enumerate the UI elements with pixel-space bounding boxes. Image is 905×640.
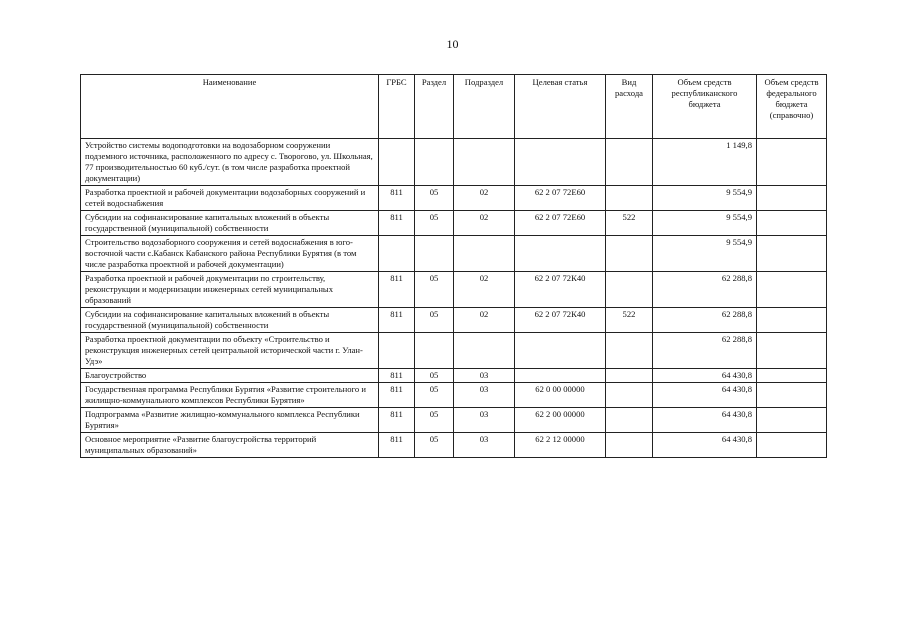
row-section [415,139,454,186]
row-section [415,236,454,272]
row-expense-type [606,236,653,272]
row-expense-type: 522 [606,211,653,236]
row-grbs [379,333,415,369]
row-section [415,333,454,369]
row-name: Строительство водозаборного сооружения и сетей водоснабжения в юго-восточной части с.Кабанск Кабанского района Республики Бурятия (в том числе разработка проектной и рабочей документации) [81,236,379,272]
row-grbs: 811 [379,433,415,458]
row-section: 05 [415,272,454,308]
row-federal-amount [757,408,827,433]
row-republic-amount: 64 430,8 [653,408,757,433]
table-row [81,308,827,333]
row-name: Благоустройство [81,369,379,383]
row-expense-type [606,408,653,433]
row-republic-amount: 64 430,8 [653,433,757,458]
row-subsection: 03 [454,408,515,433]
header-expense-type: Вид расхода [606,75,653,139]
row-expense-type [606,369,653,383]
row-federal-amount [757,333,827,369]
budget-table [80,74,827,458]
row-federal-amount [757,139,827,186]
row-expense-type [606,272,653,308]
row-grbs: 811 [379,186,415,211]
row-target: 62 2 07 72К40 [515,272,606,308]
row-target: 62 2 07 72Е60 [515,186,606,211]
row-grbs: 811 [379,383,415,408]
header-section: Раздел [415,75,454,139]
row-republic-amount: 9 554,9 [653,186,757,211]
row-republic-amount: 62 288,8 [653,272,757,308]
row-name: Субсидии на софинансирование капитальных вложений в объекты государственной (муниципальной) собственности [81,308,379,333]
row-federal-amount [757,211,827,236]
row-target: 62 2 00 00000 [515,408,606,433]
row-section: 05 [415,308,454,333]
row-target [515,333,606,369]
row-target: 62 2 12 00000 [515,433,606,458]
row-target [515,236,606,272]
row-republic-amount: 64 430,8 [653,383,757,408]
row-republic-amount: 64 430,8 [653,369,757,383]
row-subsection: 02 [454,272,515,308]
row-expense-type [606,186,653,211]
row-name: Государственная программа Республики Бурятия «Развитие строительного и жилищно-коммунального комплексов Республики Бурятия» [81,383,379,408]
table-row [81,139,827,186]
header-grbs: ГРБС [379,75,415,139]
row-federal-amount [757,308,827,333]
row-expense-type [606,333,653,369]
row-section: 05 [415,211,454,236]
row-target [515,369,606,383]
row-section: 05 [415,186,454,211]
row-federal-amount [757,369,827,383]
row-grbs: 811 [379,272,415,308]
table-row [81,408,827,433]
row-name: Подпрограмма «Развитие жилищно-коммунального комплекса Республики Бурятия» [81,408,379,433]
row-grbs: 811 [379,211,415,236]
table-row [81,433,827,458]
table-row [81,186,827,211]
row-subsection: 02 [454,211,515,236]
row-section: 05 [415,433,454,458]
row-subsection [454,236,515,272]
row-subsection: 03 [454,433,515,458]
row-expense-type [606,383,653,408]
row-name: Разработка проектной и рабочей документации водозаборных сооружений и сетей водоснабжения [81,186,379,211]
row-section: 05 [415,383,454,408]
table-row [81,369,827,383]
row-subsection [454,139,515,186]
row-section: 05 [415,408,454,433]
row-grbs: 811 [379,369,415,383]
row-subsection: 02 [454,186,515,211]
row-federal-amount [757,383,827,408]
row-federal-amount [757,236,827,272]
table-row [81,383,827,408]
row-grbs: 811 [379,408,415,433]
table-row [81,272,827,308]
row-republic-amount: 62 288,8 [653,308,757,333]
table-row [81,211,827,236]
row-name: Устройство системы водоподготовки на водозаборном сооружении подземного источника, расположенного по адресу с. Творогово, ул. Школьная, 77 производительностью 60 куб./сут. (в том числе разработка проектной документации) [81,139,379,186]
row-subsection: 02 [454,308,515,333]
row-section: 05 [415,369,454,383]
header-target: Целевая статья [515,75,606,139]
row-subsection [454,333,515,369]
row-subsection: 03 [454,383,515,408]
page-number: 10 [446,37,459,51]
row-target [515,139,606,186]
row-expense-type [606,139,653,186]
row-expense-type: 522 [606,308,653,333]
row-republic-amount: 62 288,8 [653,333,757,369]
row-target: 62 2 07 72Е60 [515,211,606,236]
row-federal-amount [757,272,827,308]
row-republic-amount: 9 554,9 [653,211,757,236]
row-republic-amount: 9 554,9 [653,236,757,272]
row-grbs [379,139,415,186]
header-federal-budget: Объем средств федерального бюджета (справочно) [757,75,827,139]
row-name: Разработка проектной и рабочей документации по строительству, реконструкции и модернизации инженерных сетей муниципальных образований [81,272,379,308]
row-federal-amount [757,433,827,458]
row-target: 62 2 07 72К40 [515,308,606,333]
row-name: Основное мероприятие «Развитие благоустройства территорий муниципальных образований» [81,433,379,458]
row-name: Разработка проектной документации по объекту «Строительство и реконструкция инженерных сетей центральной исторической части г. Улан-Удэ» [81,333,379,369]
row-republic-amount: 1 149,8 [653,139,757,186]
table-row [81,236,827,272]
row-grbs: 811 [379,308,415,333]
table-row [81,333,827,369]
table-header-row [81,75,827,139]
header-subsection: Подраздел [454,75,515,139]
row-grbs [379,236,415,272]
row-expense-type [606,433,653,458]
header-name: Наименование [81,75,379,139]
row-target: 62 0 00 00000 [515,383,606,408]
header-republic-budget: Объем средств республиканского бюджета [653,75,757,139]
row-name: Субсидии на софинансирование капитальных вложений в объекты государственной (муниципальной) собственности [81,211,379,236]
row-subsection: 03 [454,369,515,383]
row-federal-amount [757,186,827,211]
